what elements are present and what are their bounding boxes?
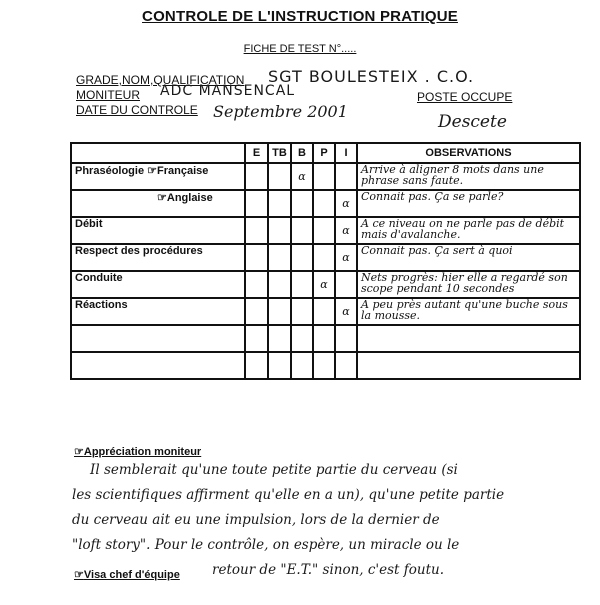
observation-text: Connait pas. Ça sert à quoi — [361, 244, 513, 257]
criterion-cell — [71, 244, 245, 271]
grade-mark: α — [320, 278, 328, 291]
criterion-label: Débit — [75, 218, 103, 230]
grade-mark: α — [342, 305, 350, 318]
grade-cell-e — [245, 271, 268, 298]
pointing-hand-icon: ☞ — [74, 446, 84, 458]
grade-mark: α — [298, 170, 306, 183]
grade-mark: α — [342, 197, 350, 210]
grade-cell-i — [335, 298, 357, 325]
appreciation-line: Il semblerait qu'une toute petite partie du cerveau (si — [90, 462, 458, 478]
grade-cell-p — [313, 217, 335, 244]
grade-cell-e — [245, 298, 268, 325]
table-row — [71, 190, 580, 217]
grade-cell-b — [291, 190, 313, 217]
poste-label: POSTE OCCUPE — [417, 90, 513, 104]
grade-cell-tb — [268, 298, 291, 325]
grade-mark: α — [342, 251, 350, 264]
table-row — [71, 163, 580, 190]
criterion-cell — [71, 271, 245, 298]
moniteur-label: MONITEUR — [76, 88, 140, 102]
grade-cell-b — [291, 217, 313, 244]
grade-cell-b — [291, 271, 313, 298]
col-header-observations: OBSERVATIONS — [357, 143, 580, 163]
grade-cell-b — [291, 325, 313, 352]
sub-criterion-label: Française — [157, 165, 209, 177]
grade-cell-i — [335, 352, 357, 379]
grade-cell-e — [245, 190, 268, 217]
appreciation-text — [72, 458, 592, 583]
observation-text: Nets progrès: hier elle a regardé son scope pendant 10 secondes — [361, 271, 568, 295]
col-header-tb: TB — [268, 143, 291, 163]
criterion-cell — [71, 325, 245, 352]
criterion-label: Phraséologie — [75, 165, 145, 177]
grade-cell-b — [291, 298, 313, 325]
table-row — [71, 271, 580, 298]
grade-cell-p — [313, 271, 335, 298]
grade-cell-e — [245, 217, 268, 244]
grade-cell-e — [245, 163, 268, 190]
criterion-label: Conduite — [75, 272, 123, 284]
observation-cell — [357, 217, 580, 244]
table-row — [71, 352, 580, 379]
grade-value: SGT BOULESTEIX . C.O. — [268, 67, 475, 86]
date-value: Septembre 2001 — [213, 102, 348, 121]
grade-cell-p — [313, 298, 335, 325]
sub-criterion-label: Anglaise — [166, 192, 213, 204]
observation-text: Connait pas. Ça se parle? — [361, 190, 504, 203]
table-row — [71, 244, 580, 271]
criterion-cell — [71, 217, 245, 244]
observation-cell — [357, 190, 580, 217]
grade-cell-b — [291, 163, 313, 190]
grade-cell-tb — [268, 190, 291, 217]
grade-cell-b — [291, 244, 313, 271]
grade-cell-tb — [268, 352, 291, 379]
grade-cell-tb — [268, 271, 291, 298]
date-label: DATE DU CONTROLE — [76, 103, 198, 117]
col-header-i: I — [335, 143, 357, 163]
grade-cell-i — [335, 217, 357, 244]
criterion-cell — [71, 298, 245, 325]
grade-cell-i — [335, 163, 357, 190]
appreciation-line: retour de "E.T." sinon, c'est foutu. — [212, 562, 445, 578]
grade-cell-tb — [268, 217, 291, 244]
criterion-cell — [71, 163, 245, 190]
grade-cell-tb — [268, 163, 291, 190]
grade-label: GRADE,NOM,QUALIFICATION — [76, 73, 245, 87]
test-sheet-number: FICHE DE TEST N°..... — [243, 43, 357, 55]
table-row — [71, 217, 580, 244]
grade-cell-i — [335, 244, 357, 271]
observation-text: Arrive à aligner 8 mots dans une phrase sans faute. — [361, 163, 544, 187]
grade-cell-e — [245, 352, 268, 379]
observation-text: À ce niveau on ne parle pas de débit mais d'avalanche. — [361, 217, 565, 241]
grade-mark: α — [342, 224, 350, 237]
grade-cell-p — [313, 352, 335, 379]
grade-cell-i — [335, 190, 357, 217]
pointing-hand-icon: ☞ — [74, 569, 84, 581]
observation-cell — [357, 271, 580, 298]
grade-cell-p — [313, 163, 335, 190]
grade-cell-p — [313, 190, 335, 217]
moniteur-value: ADC MANSENCAL — [160, 83, 296, 99]
grade-cell-b — [291, 352, 313, 379]
observation-cell — [357, 244, 580, 271]
visa-section — [74, 568, 180, 581]
grade-cell-e — [245, 244, 268, 271]
col-header-p: P — [313, 143, 335, 163]
observation-cell — [357, 352, 580, 379]
table-row — [71, 325, 580, 352]
appreciation-line: les scientifiques affirment qu'elle en a un), qu'une petite partie — [72, 487, 505, 503]
appreciation-line: "loft story". Pour le contrôle, on espère, un miracle ou le — [72, 537, 460, 553]
observation-text: À peu près autant qu'une buche sous la mousse. — [361, 298, 568, 322]
observation-cell — [357, 325, 580, 352]
pointing-hand-icon: ☞ — [157, 192, 167, 204]
grade-cell-e — [245, 325, 268, 352]
page-title: CONTROLE DE L'INSTRUCTION PRATIQUE — [142, 8, 458, 25]
grade-cell-p — [313, 325, 335, 352]
criterion-header — [71, 143, 245, 163]
col-header-e: E — [245, 143, 268, 163]
grade-cell-i — [335, 271, 357, 298]
grade-cell-tb — [268, 244, 291, 271]
appreciation-line: du cerveau ait eu une impulsion, lors de la dernier de — [72, 512, 440, 528]
grade-cell-i — [335, 325, 357, 352]
pointing-hand-icon: ☞ — [144, 165, 157, 177]
visa-label: Visa chef d'équipe — [83, 569, 180, 581]
col-header-b: B — [291, 143, 313, 163]
table-row — [71, 298, 580, 325]
evaluation-table — [70, 142, 581, 380]
table-header-row — [71, 143, 580, 163]
criterion-label: Réactions — [75, 299, 128, 311]
grade-cell-p — [313, 244, 335, 271]
poste-value: Descete — [438, 112, 507, 132]
observation-cell — [357, 163, 580, 190]
observation-cell — [357, 298, 580, 325]
criterion-cell — [71, 352, 245, 379]
appreciation-label: Appréciation moniteur — [83, 446, 202, 458]
criterion-label: Respect des procédures — [75, 245, 203, 257]
appreciation-section — [74, 445, 201, 458]
grade-cell-tb — [268, 325, 291, 352]
criterion-cell — [71, 190, 245, 217]
